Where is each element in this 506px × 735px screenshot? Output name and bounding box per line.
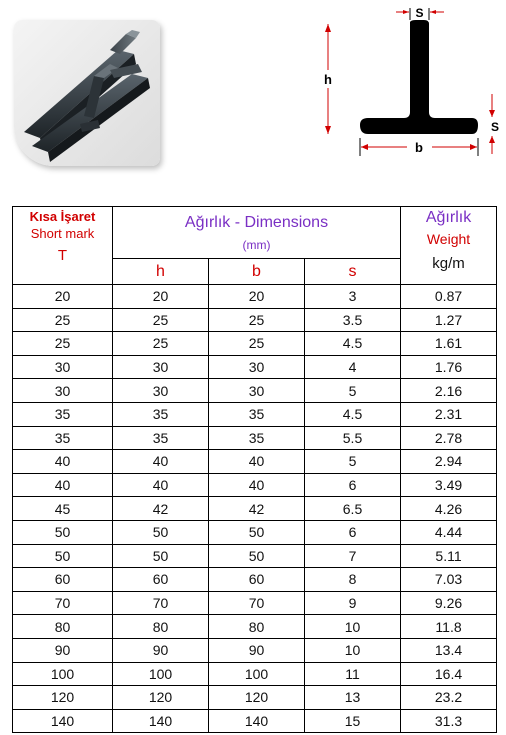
cell-h: 120: [113, 686, 209, 710]
t-profile-shape: [360, 20, 478, 134]
cell-mark: 70: [13, 591, 113, 615]
weight-label-tr: Ağırlık: [425, 209, 472, 226]
cell-b: 80: [209, 615, 305, 639]
table-row: [13, 709, 497, 733]
cell-s: 5: [305, 379, 401, 403]
table-row: [13, 544, 497, 568]
cell-weight: 13.4: [401, 638, 497, 662]
table-row: [13, 615, 497, 639]
cell-s: 6: [305, 473, 401, 497]
dim-s-header: s: [305, 259, 401, 285]
cell-b: 35: [209, 426, 305, 450]
cell-mark: 20: [13, 285, 113, 309]
cell-s: 6.5: [305, 497, 401, 521]
cell-weight: 2.94: [401, 450, 497, 474]
cell-weight: 1.76: [401, 355, 497, 379]
cell-mark: 30: [13, 379, 113, 403]
table-row: [13, 497, 497, 521]
dimensions-title: Ağırlık - Dimensions: [184, 213, 329, 231]
cell-mark: 35: [13, 426, 113, 450]
cell-b: 40: [209, 450, 305, 474]
table-row: [13, 638, 497, 662]
cell-weight: 2.31: [401, 402, 497, 426]
weight-header: [401, 207, 497, 285]
cell-h: 40: [113, 473, 209, 497]
dimensions-unit: (mm): [242, 237, 271, 252]
cell-b: 120: [209, 686, 305, 710]
short-mark-symbol: T: [57, 247, 68, 264]
cell-weight: 4.44: [401, 520, 497, 544]
dimensions-header: [113, 207, 401, 259]
cell-h: 42: [113, 497, 209, 521]
cell-b: 30: [209, 379, 305, 403]
cell-h: 25: [113, 332, 209, 356]
cell-mark: 30: [13, 355, 113, 379]
table-row: [13, 568, 497, 592]
cell-h: 80: [113, 615, 209, 639]
cell-h: 90: [113, 638, 209, 662]
cell-b: 25: [209, 308, 305, 332]
cell-s: 7: [305, 544, 401, 568]
cell-s: 8: [305, 568, 401, 592]
cell-s: 4: [305, 355, 401, 379]
h-label: h: [324, 72, 332, 87]
table-row: [13, 591, 497, 615]
cell-b: 40: [209, 473, 305, 497]
cell-weight: 9.26: [401, 591, 497, 615]
cell-h: 140: [113, 709, 209, 733]
cell-mark: 35: [13, 402, 113, 426]
cell-b: 20: [209, 285, 305, 309]
short-mark-label-tr: Kısa İşaret: [29, 209, 96, 224]
cell-weight: 3.49: [401, 473, 497, 497]
cell-b: 60: [209, 568, 305, 592]
cell-h: 30: [113, 379, 209, 403]
cell-s: 10: [305, 615, 401, 639]
cell-b: 50: [209, 544, 305, 568]
cell-weight: 0.87: [401, 285, 497, 309]
cell-b: 25: [209, 332, 305, 356]
cell-h: 35: [113, 402, 209, 426]
cell-h: 30: [113, 355, 209, 379]
cell-s: 3.5: [305, 308, 401, 332]
cell-b: 42: [209, 497, 305, 521]
cell-mark: 40: [13, 473, 113, 497]
cell-b: 30: [209, 355, 305, 379]
t-profile-spec-table: [12, 206, 497, 733]
dim-b-header: b: [209, 259, 305, 285]
product-photo: [14, 20, 160, 166]
t-profile-bar-image: [14, 20, 160, 166]
cell-mark: 25: [13, 332, 113, 356]
cell-s: 5.5: [305, 426, 401, 450]
cell-h: 70: [113, 591, 209, 615]
table-row: [13, 285, 497, 309]
cell-s: 15: [305, 709, 401, 733]
cell-h: 40: [113, 450, 209, 474]
cell-mark: 40: [13, 450, 113, 474]
s-right-label: S: [490, 120, 500, 134]
cell-weight: 7.03: [401, 568, 497, 592]
cell-weight: 1.27: [401, 308, 497, 332]
header-row-1: [13, 207, 497, 259]
cell-weight: 2.78: [401, 426, 497, 450]
cell-h: 25: [113, 308, 209, 332]
cell-s: 6: [305, 520, 401, 544]
cell-mark: 90: [13, 638, 113, 662]
cell-s: 13: [305, 686, 401, 710]
cell-h: 100: [113, 662, 209, 686]
cell-s: 10: [305, 638, 401, 662]
cell-s: 11: [305, 662, 401, 686]
cell-s: 9: [305, 591, 401, 615]
cell-mark: 50: [13, 520, 113, 544]
cell-b: 100: [209, 662, 305, 686]
cell-b: 70: [209, 591, 305, 615]
cell-mark: 50: [13, 544, 113, 568]
cell-weight: 16.4: [401, 662, 497, 686]
cell-mark: 80: [13, 615, 113, 639]
cell-weight: 4.26: [401, 497, 497, 521]
cell-s: 4.5: [305, 332, 401, 356]
cell-mark: 25: [13, 308, 113, 332]
cell-mark: 140: [13, 709, 113, 733]
short-mark-label-en: Short mark: [30, 226, 95, 241]
cell-mark: 60: [13, 568, 113, 592]
table-row: [13, 450, 497, 474]
cell-b: 35: [209, 402, 305, 426]
weight-unit: kg/m: [432, 255, 465, 272]
cell-h: 20: [113, 285, 209, 309]
cell-mark: 100: [13, 662, 113, 686]
cell-h: 50: [113, 544, 209, 568]
cell-mark: 120: [13, 686, 113, 710]
table-row: [13, 379, 497, 403]
t-section-diagram: [312, 2, 506, 162]
cell-weight: 1.61: [401, 332, 497, 356]
cell-weight: 11.8: [401, 615, 497, 639]
table-row: [13, 426, 497, 450]
spec-table-body: [13, 285, 497, 733]
dim-h-header: h: [113, 259, 209, 285]
cell-weight: 5.11: [401, 544, 497, 568]
table-row: [13, 473, 497, 497]
cell-h: 50: [113, 520, 209, 544]
table-row: [13, 520, 497, 544]
cell-b: 90: [209, 638, 305, 662]
s-top-label: S: [415, 6, 424, 20]
table-row: [13, 332, 497, 356]
cell-h: 35: [113, 426, 209, 450]
cell-b: 50: [209, 520, 305, 544]
weight-label-en: Weight: [426, 231, 471, 247]
cell-s: 5: [305, 450, 401, 474]
cell-b: 140: [209, 709, 305, 733]
table-row: [13, 402, 497, 426]
table-row: [13, 686, 497, 710]
short-mark-header: [13, 207, 113, 285]
cell-s: 3: [305, 285, 401, 309]
table-row: [13, 662, 497, 686]
cell-s: 4.5: [305, 402, 401, 426]
b-label: b: [415, 140, 423, 155]
cell-weight: 23.2: [401, 686, 497, 710]
table-row: [13, 308, 497, 332]
cell-h: 60: [113, 568, 209, 592]
cell-weight: 31.3: [401, 709, 497, 733]
cell-mark: 45: [13, 497, 113, 521]
table-row: [13, 355, 497, 379]
cell-weight: 2.16: [401, 379, 497, 403]
